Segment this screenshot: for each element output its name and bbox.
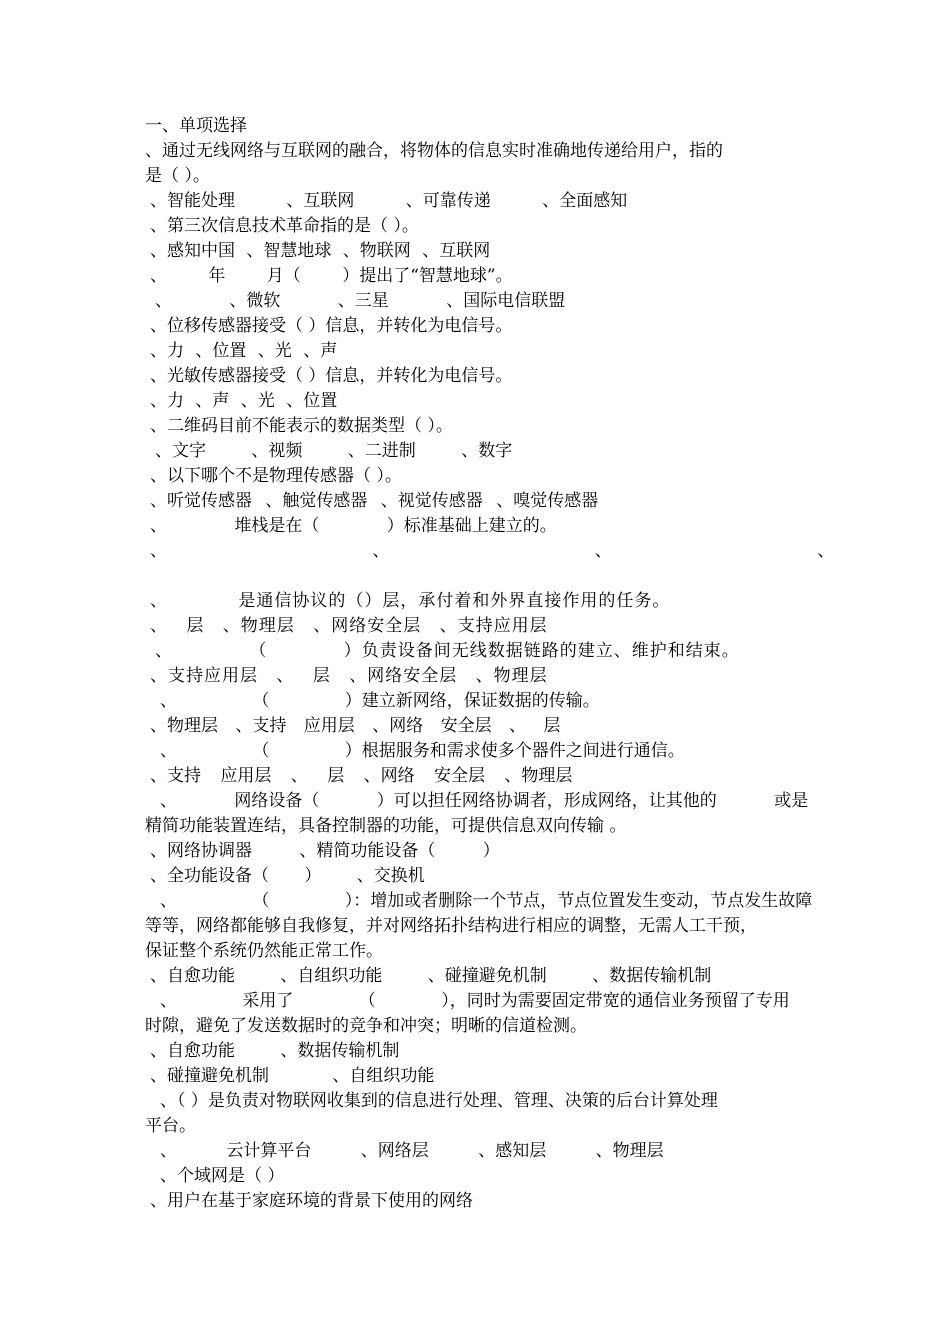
question-14-text: 、 （ ）：增加或者删除一个节点，节点位置发生变动，节点发生故障 bbox=[160, 891, 813, 911]
question-5-text: 、光敏传感器接受（ ）信息，并转化为电信号。 bbox=[150, 366, 513, 386]
question-9-text: 、 是通信协议的（）层，承付着和外界直接作用的任务。 bbox=[150, 591, 671, 611]
question-7-text: 、以下哪个不是物理传感器（ ）。 bbox=[150, 466, 402, 486]
question-14-text-cont-1: 等等，网络都能够自我修复，并对网络拓扑结构进行相应的调整，无需人工干预， bbox=[145, 916, 757, 936]
question-1-text-cont: 是（ ）。 bbox=[145, 166, 210, 186]
question-15-options-a: 、自愈功能 、数据传输机制 bbox=[150, 1041, 400, 1061]
question-14-options: 、自愈功能 、自组织功能 、碰撞避免机制 、数据传输机制 bbox=[150, 966, 712, 986]
question-13-text: 、 网络设备（ ）可以担任网络协调者，形成网络，让其他的 或是 bbox=[160, 791, 809, 811]
question-11-text: 、 （ ）建立新网络，保证数据的传输。 bbox=[160, 691, 600, 711]
question-4-options: 、力 、位置 、光 、声 bbox=[150, 341, 338, 361]
question-13-options-a: 、网络协调器 、精简功能设备（ ） bbox=[150, 841, 500, 861]
question-16-text-cont: 平台。 bbox=[145, 1116, 196, 1136]
question-16-text: 、（ ）是负责对物联网收集到的信息进行处理、管理、决策的后台计算处理 bbox=[160, 1091, 718, 1111]
question-12-options: 、支持 应用层 、 层 、网络 安全层 、物理层 bbox=[150, 766, 573, 786]
question-8-text: 、 堆栈是在（ ）标准基础上建立的。 bbox=[150, 516, 557, 536]
question-10-options: 、支持应用层 、 层 、网络安全层 、物理层 bbox=[150, 666, 548, 686]
question-16-options: 、 云计算平台 、网络层 、感知层 、物理层 bbox=[160, 1141, 664, 1161]
question-12-text: 、 （ ）根据服务和需求使多个器件之间进行通信。 bbox=[160, 741, 685, 761]
question-6-options: 、文字 、视频 、二进制 、数字 bbox=[155, 441, 513, 461]
question-15-options-b: 、碰撞避免机制 、自组织功能 bbox=[150, 1066, 435, 1086]
question-6-text: 、二维码目前不能表示的数据类型（ ）。 bbox=[150, 416, 453, 436]
question-13-text-cont: 精简功能装置连结，具备控制器的功能，可提供信息双向传输 。 bbox=[145, 816, 627, 836]
question-3-options: 、 、微软 、三星 、国际电信联盟 bbox=[155, 291, 566, 311]
question-1-options: 、智能处理 、互联网 、可靠传递 、全面感知 bbox=[150, 191, 628, 211]
question-15-text: 、 采用了 （ ），同时为需要固定带宽的通信业务预留了专用 bbox=[160, 991, 790, 1011]
question-3-text: 、 年 月（ ）提出了“智慧地球”。 bbox=[150, 266, 513, 286]
question-4-text: 、位移传感器接受（ ）信息，并转化为电信号。 bbox=[150, 316, 513, 336]
question-1-text: 、通过无线网络与互联网的融合，将物体的信息实时准确地传递给用户，指的 bbox=[145, 141, 723, 161]
question-8-options: 、 、 、 、 bbox=[150, 541, 835, 561]
question-2-options: 、感知中国 、智慧地球 、物联网 、互联网 bbox=[150, 241, 491, 261]
section-heading: 一、单项选择 bbox=[145, 116, 247, 136]
question-2-text: 、第三次信息技术革命指的是（ ）。 bbox=[150, 216, 419, 236]
question-15-text-cont: 时隙，避免了发送数据时的竞争和冲突；明晰的信道检测。 bbox=[145, 1016, 587, 1036]
question-13-options-b: 、全功能设备（ ） 、交换机 bbox=[150, 866, 425, 886]
question-17-option-a: 、用户在基于家庭环境的背景下使用的网络 bbox=[150, 1191, 473, 1211]
question-9-options: 、 层 、物理层 、网络安全层 、支持应用层 bbox=[150, 616, 548, 636]
question-11-options: 、物理层 、支持 应用层 、网络 安全层 、 层 bbox=[150, 716, 561, 736]
question-17-text: 、个域网是（ ） bbox=[160, 1166, 285, 1186]
question-14-text-cont-2: 保证整个系统仍然能正常工作。 bbox=[145, 941, 383, 961]
question-5-options: 、力 、声 、光 、位置 bbox=[150, 391, 338, 411]
question-10-text: 、 （ ）负责设备间无线数据链路的建立、维护和结束。 bbox=[155, 641, 740, 661]
question-7-options: 、听觉传感器 、触觉传感器 、视觉传感器 、嗅觉传感器 bbox=[150, 491, 599, 511]
